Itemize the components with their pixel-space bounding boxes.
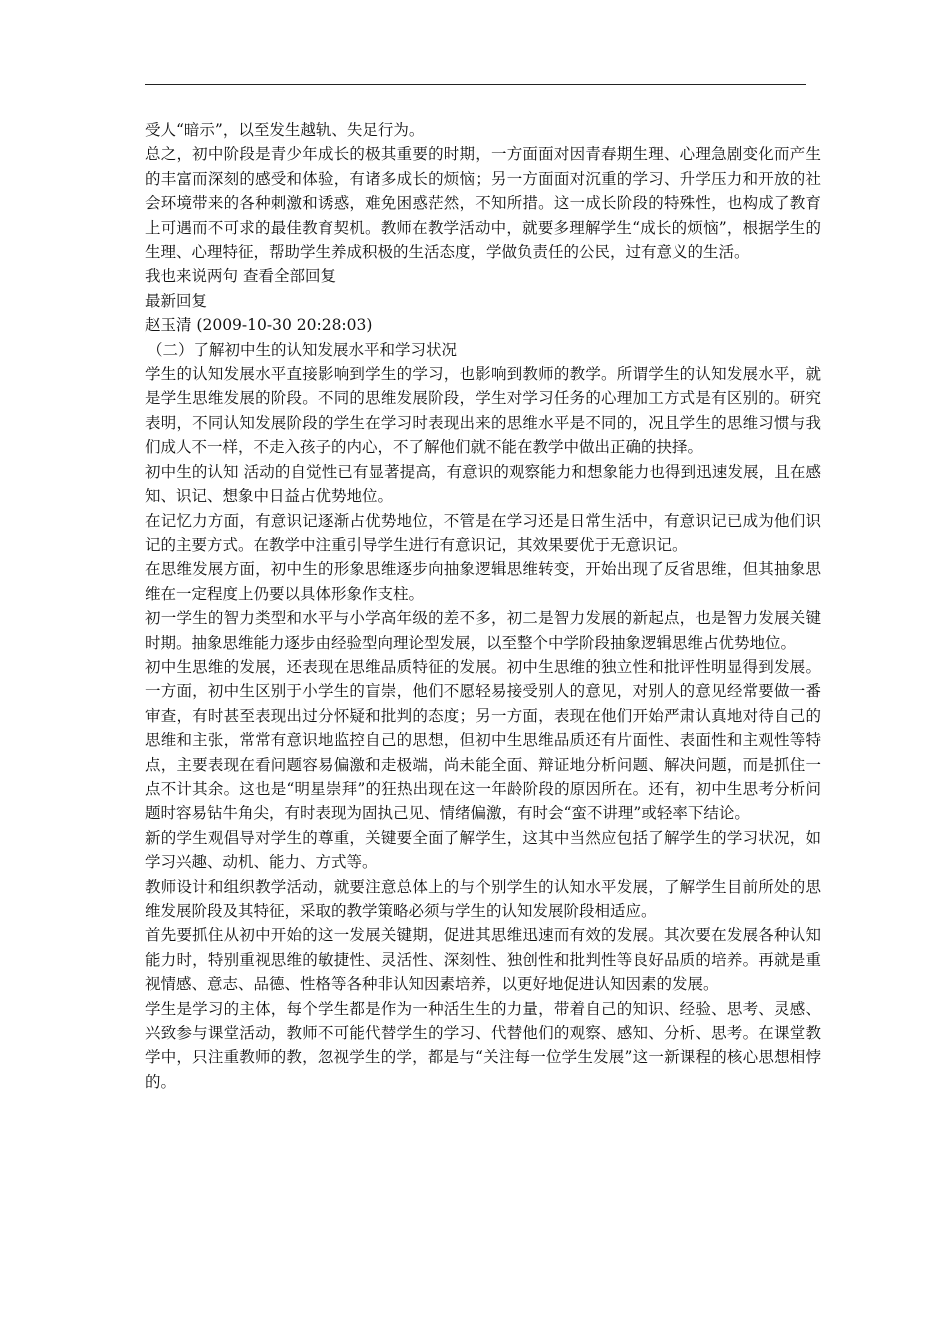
body-paragraph: 首先要抓住从初中开始的这一发展关键期，促进其思维迅速而有效的发展。其次要在发展各种认知能力时，特别重视思维的敏捷性、灵活性、深刻性、独创性和批判性等良好品质的培养。再就是重视情感、意志、品德、性格等各种非认知因素培养，以更好地促进认知因素的发展。 <box>145 926 821 994</box>
reply-author: 赵玉清 (2009-10-30 20:28:03) <box>145 316 373 335</box>
header-rule <box>145 84 806 85</box>
latest-reply-label: 最新回复 <box>145 291 208 310</box>
view-all-replies-link[interactable]: 查看全部回复 <box>242 267 336 286</box>
body-paragraph: 教师设计和组织教学活动，就要注意总体上的与个别学生的认知水平发展，了解学生目前所处的思维发展阶段及其特征，采取的教学策略必须与学生的认知发展阶段相适应。 <box>145 877 821 920</box>
body-paragraph: 初中生思维的发展，还表现在思维品质特征的发展。初中生思维的独立性和批评性明显得到发展。一方面，初中生区别于小学生的盲崇，他们不愿轻易接受别人的意见，对别人的意见经常要做一番审查，有时甚至表现出过分怀疑和批判的态度；另一方面，表现在他们开始严肃认真地对待自己的思维和主张，常常有意识地监控自己的思想，但初中生思维品质还有片面性、表面性和主观性等特点，主要表现在看问题容易偏激和走极端，尚未能全面、辩证地分析问题、解决问题，而是抓住一点不计其余。这也是“明星崇拜”的狂热出现在这一年龄阶段的原因所在。还有，初中生思考分析问题时容易钻牛角尖，有时表现为固执己见、情绪偏激，有时会“蛮不讲理”或轻率下结论。 <box>145 657 821 823</box>
document-body <box>145 118 821 1094</box>
body-paragraph: 新的学生观倡导对学生的尊重，关键要全面了解学生，这其中当然应包括了解学生的学习状况，如学习兴趣、动机、能力、方式等。 <box>145 828 821 872</box>
body-paragraph: 初中生的认知 活动的自觉性已有显著提高，有意识的观察能力和想象能力也得到迅速发展，且在感知、识记、想象中日益占优势地位。 <box>145 462 821 506</box>
body-paragraph: 在记忆力方面，有意识记逐渐占优势地位，不管是在学习还是日常生活中，有意识记已成为他们识记的主要方式。在教学中注重引导学生进行有意识记，其效果要优于无意识记。 <box>145 511 821 554</box>
reply-links <box>145 264 821 288</box>
intro-paragraph: 受人“暗示”，以至发生越轨、失足行为。 <box>145 121 425 139</box>
body-paragraph: 初一学生的智力类型和水平与小学高年级的差不多，初二是智力发展的新起点，也是智力发展关键时期。抽象思维能力逐步由经验型向理论型发展，以至整个中学阶段抽象逻辑思维占优势地位。 <box>145 609 821 652</box>
body-paragraph: 学生是学习的主体，每个学生都是作为一种活生生的力量，带着自己的知识、经验、思考、灵感、兴致参与课堂活动，教师不可能代替学生的学习、代替他们的观察、感知、分析、思考。在课堂教学中，只注重教师的教，忽视学生的学，都是与“关注每一位学生发展”这一新课程的核心思想相悖的。 <box>145 999 821 1091</box>
section-heading: （二）了解初中生的认知发展水平和学习状况 <box>147 340 458 359</box>
intro-paragraph: 总之，初中阶段是青少年成长的极其重要的时期，一方面面对因青春期生理、心理急剧变化而产生的丰富而深刻的感受和体验，有诸多成长的烦恼；另一方面面对沉重的学习、升学压力和开放的社会环境带来的各种刺激和诱惑，难免困惑茫然，不知所措。这一成长阶段的特殊性，也构成了教育上可遇而不可求的最佳教育契机。教师在教学活动中，就要多理解学生“成长的烦恼”，根据学生的生理、心理特征，帮助学生养成积极的生活态度，学做负责任的公民，过有意义的生活。 <box>145 145 821 262</box>
body-paragraph: 在思维发展方面，初中生的形象思维逐步向抽象逻辑思维转变，开始出现了反省思维，但其抽象思维在一定程度上仍要以具体形象作支柱。 <box>145 560 821 603</box>
comment-link[interactable]: 我也来说两句 <box>145 267 239 286</box>
body-paragraph: 学生的认知发展水平直接影响到学生的学习，也影响到教师的教学。所谓学生的认知发展水平，就是学生思维发展的阶段。不同的思维发展阶段，学生对学习任务的心理加工方式是有区别的。研究表明，不同认知发展阶段的学生在学习时表现出来的思维水平是不同的，况且学生的思维习惯与我们成人不一样，不走入孩子的内心，不了解他们就不能在教学中做出正确的抉择。 <box>145 365 821 457</box>
